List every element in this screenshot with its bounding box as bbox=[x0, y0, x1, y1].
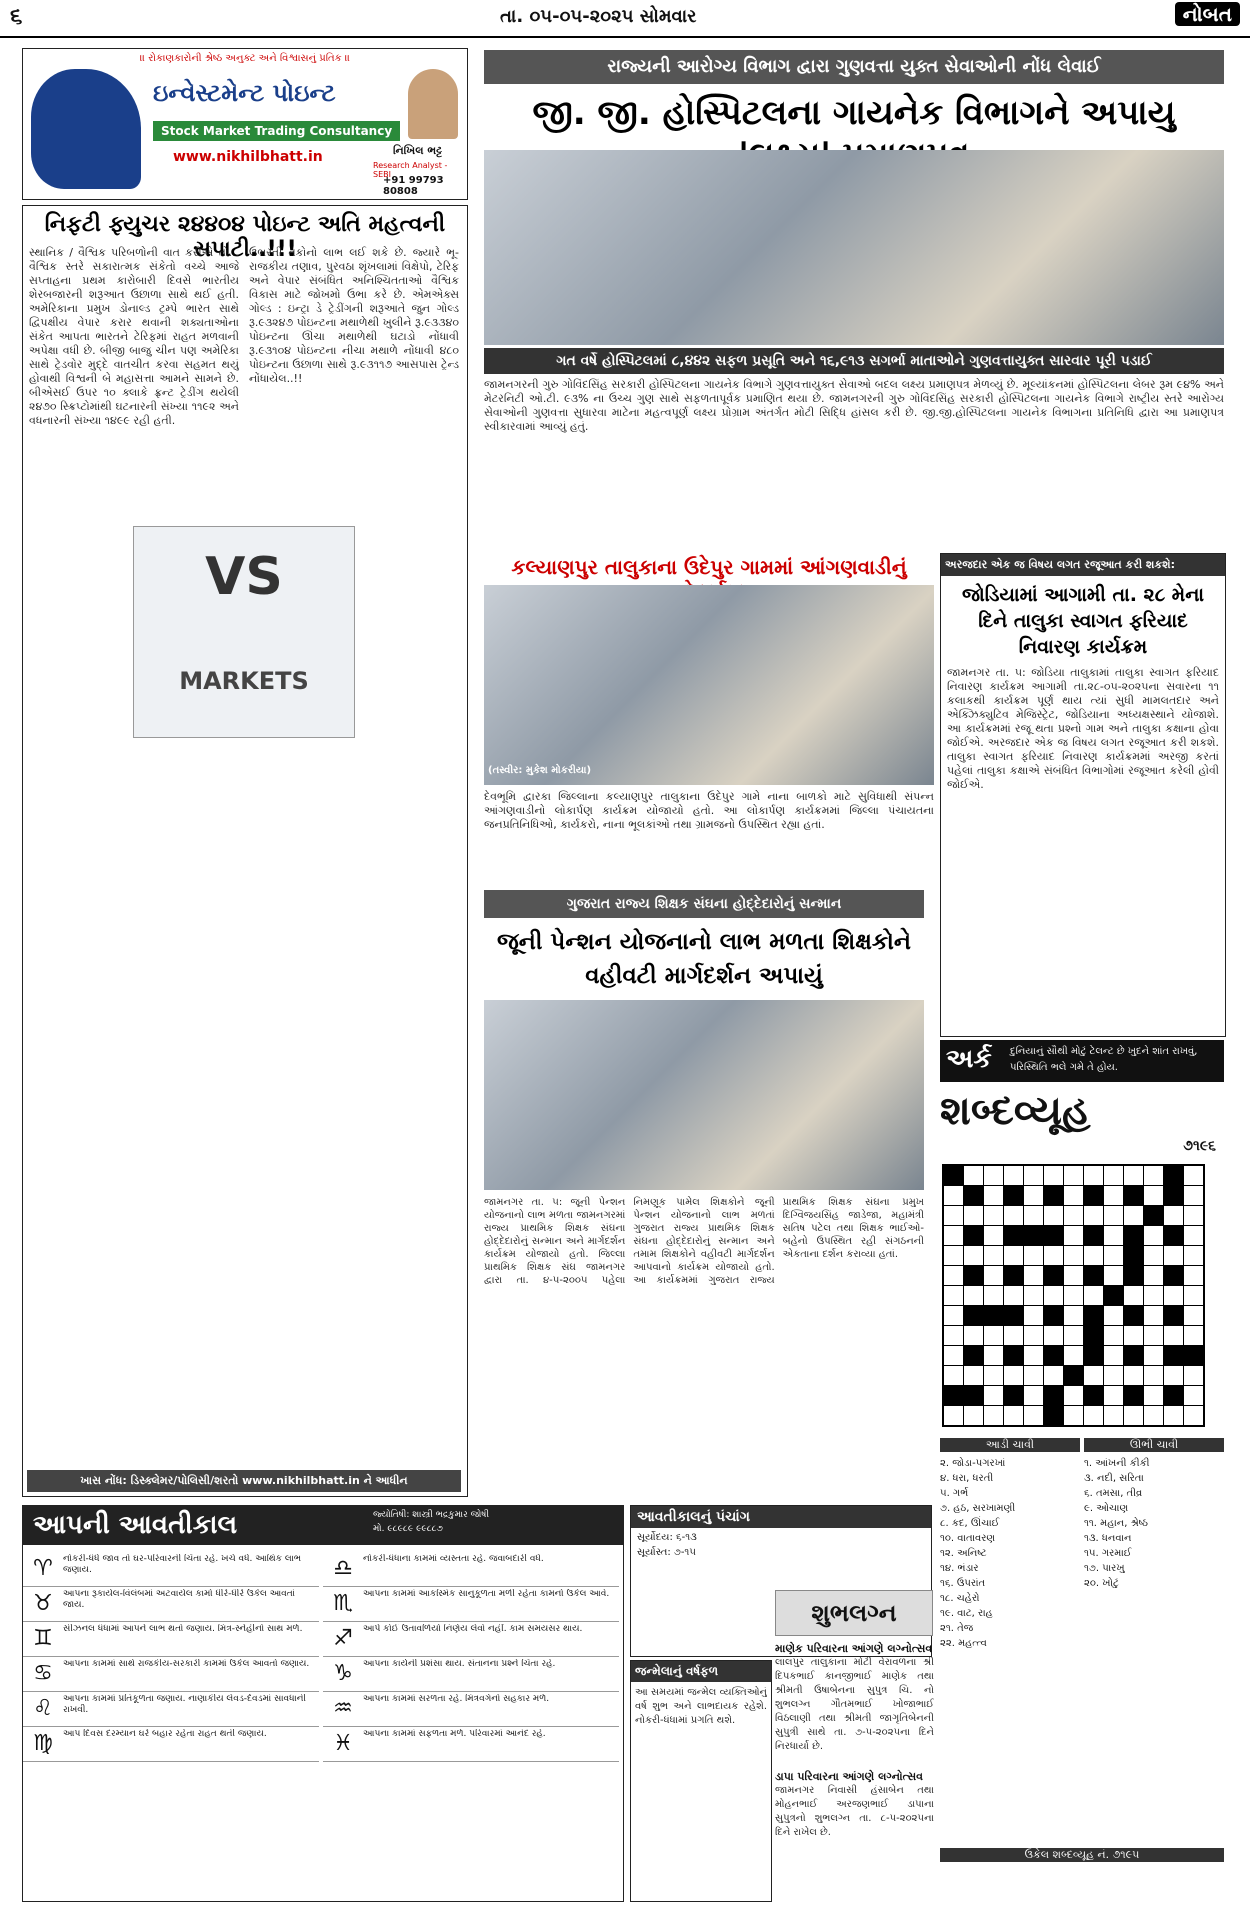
crossword-cell[interactable] bbox=[1004, 1166, 1023, 1185]
crossword-cell[interactable] bbox=[1164, 1166, 1183, 1185]
sign-row: ♓ આપના કામમાં સફળતા મળે. પરિવારમાં આનંદ રહે. bbox=[323, 1727, 619, 1762]
across-label: આડી ચાવી bbox=[940, 1438, 1080, 1452]
crossword-cell[interactable] bbox=[1064, 1326, 1083, 1345]
crossword-cell[interactable] bbox=[984, 1166, 1003, 1185]
crossword-cell[interactable] bbox=[1144, 1386, 1163, 1405]
crossword-cell[interactable] bbox=[1184, 1266, 1203, 1285]
crossword-cell[interactable] bbox=[1004, 1386, 1023, 1405]
crossword-cell[interactable] bbox=[944, 1346, 963, 1365]
page-number: ૬ bbox=[10, 4, 23, 29]
libra-icon: ♎ bbox=[333, 1556, 353, 1581]
crossword-cell[interactable] bbox=[1124, 1266, 1143, 1285]
crossword-cell[interactable] bbox=[1064, 1186, 1083, 1205]
crossword-title: શબ્દવ્યૂહ bbox=[940, 1088, 1091, 1134]
crossword-cell[interactable] bbox=[1044, 1206, 1063, 1225]
crossword-cell[interactable] bbox=[1124, 1186, 1143, 1205]
crossword-cell[interactable] bbox=[1144, 1266, 1163, 1285]
crossword-cell[interactable] bbox=[1084, 1226, 1103, 1245]
gemini-icon: ♊ bbox=[33, 1626, 53, 1651]
crossword-cell[interactable] bbox=[1124, 1166, 1143, 1185]
crossword-cell[interactable] bbox=[1184, 1386, 1203, 1405]
crossword-cell[interactable] bbox=[964, 1246, 983, 1265]
masthead bbox=[0, 0, 1250, 38]
clue-item: ૧૨. અનિષ્ટ bbox=[940, 1548, 987, 1559]
crossword-cell[interactable] bbox=[984, 1186, 1003, 1205]
sign-row: ♒ આપના કામમાં સરળતા રહે. મિત્રવર્ગનો સહકાર મળે. bbox=[323, 1692, 619, 1727]
crossword-cell[interactable] bbox=[1184, 1346, 1203, 1365]
crossword-cell[interactable] bbox=[964, 1306, 983, 1325]
health-headline: જી. જી. હોસ્પિટલના ગાયનેક વિભાગને અપાયુ bbox=[532, 93, 1176, 133]
taurus-icon: ♉ bbox=[33, 1591, 53, 1616]
crossword-cell[interactable] bbox=[1144, 1206, 1163, 1225]
crossword-cell[interactable] bbox=[1044, 1386, 1063, 1405]
crossword-cell[interactable] bbox=[1104, 1386, 1123, 1405]
vs-label: VS bbox=[205, 547, 283, 607]
crossword-cell[interactable] bbox=[1184, 1406, 1203, 1425]
crossword-cell[interactable] bbox=[1124, 1246, 1143, 1265]
health-caption: ગત વર્ષે હોસ્પિટલમાં ૮,૪૪૨ સફળ પ્રસૂતિ અને ૧૬,૯૧૩ સગર્ભા માતાઓને ગુણવત્તાયુક્ત સારવાર પૂરી પડાઈ bbox=[484, 348, 1224, 374]
crossword-cell[interactable] bbox=[1184, 1366, 1203, 1385]
teachers-photo bbox=[484, 1000, 924, 1190]
crossword-cell[interactable] bbox=[1104, 1306, 1123, 1325]
swagat-headline: જોડિયામાં આગામી તા. ૨૮ મેના દિને તાલુકા સ્વાગત ફરિયાદ નિવારણ કાર્યક્રમ bbox=[961, 584, 1205, 658]
ad-url[interactable]: www.nikhilbhatt.in bbox=[173, 149, 323, 165]
crossword-cell[interactable] bbox=[1004, 1366, 1023, 1385]
crossword-cell[interactable] bbox=[944, 1246, 963, 1265]
ad-name: ઇન્વેસ્ટમેન્ટ પોઇન્ટ bbox=[153, 79, 336, 107]
crossword-cell[interactable] bbox=[1084, 1266, 1103, 1285]
sign-row: ♏ આપના કામમાં આકસ્મિક સાનુકૂળતા મળી રહેતા કામનો ઉકેલ આવે. bbox=[323, 1587, 619, 1622]
crossword-cell[interactable] bbox=[1124, 1226, 1143, 1245]
crossword-cell[interactable] bbox=[1104, 1286, 1123, 1305]
issue-date: તા. ૦૫-૦૫-૨૦૨૫ સોમવાર bbox=[500, 6, 697, 27]
capricorn-icon: ♑ bbox=[333, 1661, 353, 1686]
crossword-cell[interactable] bbox=[1184, 1226, 1203, 1245]
down-clues bbox=[1084, 1456, 1224, 1591]
sagittarius-icon: ♐ bbox=[333, 1626, 353, 1651]
health-kicker: રાજ્યની આરોગ્ય વિભાગ દ્વારા ગુણવત્તા યુક્ત સેવાઓની નોંધ લેવાઈ bbox=[484, 50, 1224, 84]
aries-icon: ♈ bbox=[33, 1556, 53, 1581]
crossword-cell[interactable] bbox=[1164, 1206, 1183, 1225]
crossword-number: ૭૧૯૬ bbox=[1183, 1138, 1216, 1154]
crossword-cell[interactable] bbox=[1164, 1326, 1183, 1345]
crossword-cell[interactable] bbox=[1124, 1306, 1143, 1325]
crossword-cell[interactable] bbox=[1044, 1266, 1063, 1285]
crossword-cell[interactable] bbox=[1104, 1246, 1123, 1265]
crossword-cell[interactable] bbox=[1004, 1326, 1023, 1345]
crossword-cell[interactable] bbox=[944, 1166, 963, 1185]
crossword-cell[interactable] bbox=[1164, 1306, 1183, 1325]
markets-label: MARKETS bbox=[179, 667, 309, 695]
market-headline: નિફટી ફ્યુચર ૨૪૪૦૪ પોઇન્ટ અતિ મહત્વની સપાટી..!!! bbox=[44, 212, 446, 262]
clue-item: ૧૮. ચહેરો bbox=[940, 1593, 980, 1604]
crossword-cell[interactable] bbox=[1024, 1366, 1043, 1385]
crossword-cell[interactable] bbox=[1104, 1406, 1123, 1425]
crossword-cell[interactable] bbox=[1084, 1186, 1103, 1205]
wedding-section bbox=[630, 1590, 934, 1900]
crossword-cell[interactable] bbox=[1044, 1346, 1063, 1365]
crossword-cell[interactable] bbox=[1084, 1306, 1103, 1325]
crossword-cell[interactable] bbox=[984, 1326, 1003, 1345]
down-label: ઊભી ચાવી bbox=[1084, 1438, 1224, 1452]
crossword-cell[interactable] bbox=[1024, 1206, 1043, 1225]
crossword-cell[interactable] bbox=[1044, 1166, 1063, 1185]
clue-item: ૧૫. ગરમાઈ bbox=[1084, 1548, 1132, 1559]
crossword-cell[interactable] bbox=[1064, 1346, 1083, 1365]
crossword-cell[interactable] bbox=[1024, 1306, 1043, 1325]
crossword-cell[interactable] bbox=[1044, 1306, 1063, 1325]
crossword-cell[interactable] bbox=[1004, 1286, 1023, 1305]
crossword-cell[interactable] bbox=[1184, 1246, 1203, 1265]
crossword-cell[interactable] bbox=[964, 1166, 983, 1185]
clue-item: ૬. તમસા, તીવ્ર bbox=[1084, 1488, 1143, 1499]
crossword-cell[interactable] bbox=[1104, 1266, 1123, 1285]
birthday-title: જન્મેલાનું વર્ષફળ bbox=[631, 1661, 771, 1682]
crossword-cell[interactable] bbox=[944, 1366, 963, 1385]
wedding-headline-2: ડાપા પરિવારના આંગણે લગ્નોત્સવ bbox=[775, 1770, 923, 1783]
crossword-cell[interactable] bbox=[1144, 1326, 1163, 1345]
ad-person: નિખિલ ભટ્ટ bbox=[393, 144, 443, 157]
vs-markets-graphic bbox=[133, 526, 355, 738]
crossword-grid[interactable] bbox=[942, 1164, 1205, 1427]
crossword-cell[interactable] bbox=[1144, 1406, 1163, 1425]
crossword-cell[interactable] bbox=[1064, 1266, 1083, 1285]
horoscope-section bbox=[22, 1505, 624, 1902]
crossword-cell[interactable] bbox=[1064, 1366, 1083, 1385]
anganwadi-body: દેવભૂમિ દ્વારકા જિલ્લાના કલ્યાણપુર તાલુકાના ઉદેપુર ગામે નાના બાળકો માટે સુવિધાથી સંપન્ન આંગણવાડીનો લોકાર્પણ કાર્યક્રમ યોજાયો હતો. આ લોકાર્પણ કાર્યક્રમમાં જિલ્લા પંચાયતના જનપ્રતિનિધિઓ, કાર્યકરો, નાના ભૂલકાંઓ તથા ગ્રામજનો ઉપસ્થિત રહ્યા હતાં. bbox=[484, 790, 934, 831]
leo-icon: ♌ bbox=[33, 1696, 53, 1721]
crossword-cell[interactable] bbox=[1004, 1186, 1023, 1205]
crossword-cell[interactable] bbox=[1044, 1286, 1063, 1305]
crossword-cell[interactable] bbox=[1144, 1166, 1163, 1185]
crossword-cell[interactable] bbox=[964, 1186, 983, 1205]
crossword-cell[interactable] bbox=[1084, 1406, 1103, 1425]
crossword-cell[interactable] bbox=[984, 1346, 1003, 1365]
crossword-cell[interactable] bbox=[1084, 1246, 1103, 1265]
horoscope-title: આપની આવતીકાલ bbox=[23, 1506, 623, 1545]
signs-right bbox=[323, 1552, 619, 1762]
crossword-cell[interactable] bbox=[944, 1186, 963, 1205]
signs-left bbox=[23, 1552, 319, 1762]
market-body: સ્થાનિક / વૈશ્વિક પરિબળોની વાત કરીએ તો... વૈશ્વિક સ્તરે સકારાત્મક સંકેતો વચ્ચે આજે સપ્તાહના પ્રથમ કારોબારી દિવસે ભારતીય શેરબજારની શરૂઆત ઉછાળા સાથે થઈ હતી. અમેરિકાના પ્રમુખ ડોનાલ્ડ ટ્રમ્પે ભારત સાથે દ્વિપક્ષીય વેપાર કરાર થવાની શક્યતાઓના સંકેત આપતા ભારતને ટેરિફમાં રાહત મળવાની અપેક્ષા વધી છે. બીજી બાજુ ચીન પણ અમેરિકા સાથે ટ્રેડવોર મુદ્દે વાતચીત કરવા સહમત થયું હોવાથી વિશ્વની બે મહાસત્તા આમને સામને છે. બીએસઈ ઉપર ૧૦ ક્લાકે ફ્રન્ટ ટ્રેડીંગ થયેલી ૨૪૭૦ સ્ક્રિપ્ટોમાંથી ઘટનારની સંખ્યા ૧૧૯૨ અને વધનારની સંખ્યા ૧૪૯૯ રહી હતી. bbox=[29, 246, 239, 427]
crossword-cell[interactable] bbox=[984, 1246, 1003, 1265]
ad-phone: +91 99793 80808 bbox=[383, 175, 444, 197]
crossword-cell[interactable] bbox=[1164, 1246, 1183, 1265]
crossword-cell[interactable] bbox=[1184, 1286, 1203, 1305]
crossword-cell[interactable] bbox=[1004, 1266, 1023, 1285]
sign-row: ♍ આપ દિવસ દરમ્યાન ઘરે બહાર રહેતા રાહત થતી જણાય. bbox=[23, 1727, 319, 1762]
disclaimer: ખાસ નોંધ: ડિસ્ક્લેમર/પોલિસી/શરતો www.nikhilbhatt.in ને આધીન bbox=[27, 1470, 461, 1492]
ark-label: અર્ક bbox=[946, 1044, 992, 1074]
wedding-body: લાલપુર તાલુકાના મોટી વેરાવળના શ્રી દિપકભાઈ કાનજીભાઈ માણેક તથા શ્રીમતી ઉષાબેનના સુપુત્ર ચિ. નો શુભલગ્ન ગૌતમભાઈ ખોજાભાઈ વિઠલાણી તથા શ્રીમતી જાગૃતિબેનની સુપુત્રી સાથે તા. ૭-૫-૨૦૨૫ના દિને નિરધાર્યા છે. bbox=[775, 1657, 934, 1752]
crossword-cell[interactable] bbox=[944, 1386, 963, 1405]
crossword-cell[interactable] bbox=[1084, 1346, 1103, 1365]
clue-item: ૧૩. ધનવાન bbox=[1084, 1533, 1132, 1544]
crossword-cell[interactable] bbox=[1004, 1406, 1023, 1425]
crossword-cell[interactable] bbox=[1024, 1326, 1043, 1345]
crossword-cell[interactable] bbox=[1084, 1206, 1103, 1225]
clue-item: ૯. ઓચાણ bbox=[1084, 1503, 1129, 1514]
answers-label: ઉકેલ શબ્દવ્યૂહ નં. ૭૧૯૫ bbox=[940, 1848, 1224, 1862]
swagat-kicker: અરજદાર એક જ વિષય લગત રજૂઆત કરી શકશે: bbox=[941, 554, 1225, 576]
crossword-cell[interactable] bbox=[1064, 1246, 1083, 1265]
wedding-body-2: જામનગર નિવાસી હંસાબેન તથા મોહનભાઈ અરજણભાઈ ડાપાના સુપુત્રનો શુભલગ્ન તા. ૮-૫-૨૦૨૫ના દિને રાખેલ છે. bbox=[775, 1785, 934, 1838]
crossword-cell[interactable] bbox=[1024, 1226, 1043, 1245]
clue-item: ૪. ધરા, ધરતી bbox=[940, 1473, 994, 1484]
crossword-cell[interactable] bbox=[1164, 1386, 1183, 1405]
crossword-cell[interactable] bbox=[1084, 1386, 1103, 1405]
sign-row: ♌ આપના કામમાં પ્રતિકૂળતા જણાય. નાણાકીય લેવડ-દેવડમાં સાવધાની રાખવી. bbox=[23, 1692, 319, 1727]
crossword-cell[interactable] bbox=[1104, 1206, 1123, 1225]
crossword-cell[interactable] bbox=[964, 1406, 983, 1425]
crossword-cell[interactable] bbox=[1064, 1406, 1083, 1425]
crossword-cell[interactable] bbox=[1164, 1186, 1183, 1205]
crossword-cell[interactable] bbox=[1104, 1346, 1123, 1365]
crossword-cell[interactable] bbox=[1044, 1366, 1063, 1385]
crossword-cell[interactable] bbox=[1184, 1206, 1203, 1225]
ad-role: Research Analyst - SEBI bbox=[373, 161, 448, 179]
pisces-icon: ♓ bbox=[333, 1731, 353, 1756]
clue-item: ૧૧. મહાન, શ્રેષ્ઠ bbox=[1084, 1518, 1148, 1529]
crossword-cell[interactable] bbox=[944, 1406, 963, 1425]
clue-item: ૩. નદી, સરિતા bbox=[1084, 1473, 1144, 1484]
crossword-cell[interactable] bbox=[1024, 1386, 1043, 1405]
crossword-cell[interactable] bbox=[984, 1266, 1003, 1285]
crossword-cell[interactable] bbox=[964, 1366, 983, 1385]
scorpio-icon: ♏ bbox=[333, 1591, 353, 1616]
birthday-body: આ સમયમાં જન્મેલ વ્યક્તિઓનું વર્ષ શુભ અને લાભદાયક રહેશે. નોકરી-ધંધામાં પ્રગતિ થશે. bbox=[635, 1687, 767, 1726]
crossword-cell[interactable] bbox=[984, 1306, 1003, 1325]
hospital-photo bbox=[484, 150, 1224, 345]
across-clues bbox=[940, 1456, 1080, 1651]
crossword-cell[interactable] bbox=[964, 1226, 983, 1245]
crossword-cell[interactable] bbox=[1044, 1246, 1063, 1265]
crossword-cell[interactable] bbox=[984, 1406, 1003, 1425]
ark-text: દુનિયાનું સૌથી મોટું ટેલન્ટ છે ખુદને શાંત રાખવું, પરિસ્થિતિ ભલે ગમે તે હોય. bbox=[1010, 1046, 1198, 1073]
crossword-cell[interactable] bbox=[1124, 1386, 1143, 1405]
clue-item: ૨૨. મહત્ત્વ bbox=[940, 1638, 987, 1649]
crossword-cell[interactable] bbox=[1124, 1366, 1143, 1385]
crossword-cell[interactable] bbox=[1164, 1346, 1183, 1365]
crossword-cell[interactable] bbox=[1044, 1406, 1063, 1425]
swagat-article bbox=[940, 553, 1226, 1037]
crossword-cell[interactable] bbox=[1064, 1386, 1083, 1405]
teachers-headline: જૂની પેન્શન યોજનાનો લાભ મળતા શિક્ષકોને વહીવટી માર્ગદર્શન અપાયું bbox=[496, 929, 912, 989]
crossword-cell[interactable] bbox=[1104, 1166, 1123, 1185]
crossword-cell[interactable] bbox=[1144, 1186, 1163, 1205]
crossword-cell[interactable] bbox=[1124, 1206, 1143, 1225]
crossword-cell[interactable] bbox=[1084, 1166, 1103, 1185]
crossword-cell[interactable] bbox=[944, 1306, 963, 1325]
crossword-cell[interactable] bbox=[1104, 1186, 1123, 1205]
crossword-cell[interactable] bbox=[1044, 1186, 1063, 1205]
crossword-cell[interactable] bbox=[1144, 1246, 1163, 1265]
investment-ad bbox=[22, 48, 468, 200]
clue-item: ૧. આંખની કીકી bbox=[1084, 1458, 1150, 1469]
virgo-icon: ♍ bbox=[33, 1731, 53, 1756]
crossword-cell[interactable] bbox=[1084, 1366, 1103, 1385]
brand-logo: નોબત bbox=[1175, 2, 1240, 26]
crossword-cell[interactable] bbox=[1184, 1186, 1203, 1205]
crossword-cell[interactable] bbox=[1144, 1306, 1163, 1325]
clue-item: ૫. ગર્ભ bbox=[940, 1488, 969, 1499]
crossword-cell[interactable] bbox=[1084, 1286, 1103, 1305]
swagat-body: જામનગર તા. ૫: જોડિયા તાલુકામાં તાલુકા સ્વાગત ફરિયાદ નિવારણ કાર્યક્રમ આગામી તા.૨૮-૦૫-૨૦૨૫ના સવારના ૧૧ કલાકથી કાર્યક્રમ પૂર્ણ થાય ત્યાં સુધી મામલતદાર અને એક્ઝિક્યુટિવ મેજિસ્ટ્રેટ, જોડિયાના અધ્યક્ષસ્થાને યોજાશે. આ કાર્યક્રમમાં રજૂ થતા પ્રશ્નો ગામ અને તાલુકા કક્ષાના હોવા જોઈએ. અરજદાર એક જ વિષય લગત રજૂઆત કરી શકશે. તાલુકા સ્વાગત ફરિયાદ નિવારણ કાર્યક્રમમાં અરજી કરતાં પહેલાં તાલુકા કક્ષાએ સંબંધિત વિભાગોમાં રજૂઆત કરેલી હોવી જોઈએ. bbox=[947, 666, 1219, 791]
clue-item: ૧૭. પારખુ bbox=[1084, 1563, 1125, 1574]
crossword-cell[interactable] bbox=[1104, 1366, 1123, 1385]
crossword-cell[interactable] bbox=[984, 1386, 1003, 1405]
sign-row: ♉ આપના રૂકાયેલ-વિલંબમાં અટવાયેલ કામો ધીરે-ધીરે ઉકેલ આવતાં જાય. bbox=[23, 1587, 319, 1622]
crossword-cell[interactable] bbox=[964, 1386, 983, 1405]
astrologer-phone: મો. ૯૮૯૮૯ ૯૯૮૮૭ bbox=[373, 1524, 443, 1534]
crossword-cell[interactable] bbox=[1064, 1206, 1083, 1225]
ad-tagline: ॥ રોકાણકારોની શ્રેષ્ઠ અનુક્ટ અને વિશ્વાસનું પ્રતિક ॥ bbox=[139, 53, 351, 64]
crossword-cell[interactable] bbox=[1164, 1406, 1183, 1425]
crossword-cell[interactable] bbox=[1164, 1226, 1183, 1245]
crossword-cell[interactable] bbox=[1064, 1306, 1083, 1325]
crossword-cell[interactable] bbox=[1164, 1366, 1183, 1385]
avatar bbox=[408, 69, 458, 139]
clue-item: ૧૪. ભંડાર bbox=[940, 1563, 979, 1574]
wedding-headline: માણેક પરિવારના આંગણે લગ્નોત્સવ bbox=[775, 1642, 933, 1655]
crossword-cell[interactable] bbox=[944, 1266, 963, 1285]
crossword-cell[interactable] bbox=[1104, 1226, 1123, 1245]
crossword-cell[interactable] bbox=[1064, 1166, 1083, 1185]
crossword-cell[interactable] bbox=[1084, 1326, 1103, 1345]
crossword-cell[interactable] bbox=[1024, 1246, 1043, 1265]
crossword-cell[interactable] bbox=[964, 1286, 983, 1305]
photo-credit: (તસ્વીર: મુકેશ મોકરીયા) bbox=[488, 765, 592, 776]
crossword-cell[interactable] bbox=[964, 1326, 983, 1345]
crossword-cell[interactable] bbox=[1004, 1306, 1023, 1325]
teachers-body: જામનગર તા. ૫: જૂની પેન્શન યોજનાનો લાભ મળતા જામનગરમાં રાજ્ય પ્રાથમિક શિક્ષક સંઘના હોદ્દેદારોનું સન્માન અને માર્ગદર્શન કાર્યક્રમ યોજાયો હતો. જિલ્લા પ્રાથમિક શિક્ષક સંઘ જામનગર દ્વારા તા. ૪-૫-૨૦૦૫ પહેલા નિમણૂક પામેલ શિક્ષકોને જૂની પેન્શન યોજનાનો લાભ મળતાં ગુજરાત રાજ્ય પ્રાથમિક શિક્ષક સંઘના હોદ્દેદારોનું સન્માન અને તમામ શિક્ષકોને વહીવટી માર્ગદર્શન આપવાનો કાર્યક્રમ યોજાયો હતો. આ કાર્યક્રમમાં ગુજરાત રાજ્ય પ્રાથમિક શિક્ષક સંઘના પ્રમુખ દિગ્વિજયસિંહ જાડેજા, મહામંત્રી સતિષ પટેલ તથા શિક્ષક ભાઈઓ-બહેનો ઉપસ્થિત રહી સંગઠનની એકતાના દર્શન કરાવ્યા હતાં. bbox=[484, 1197, 924, 1286]
crossword-cell[interactable] bbox=[1024, 1166, 1043, 1185]
crossword-cell[interactable] bbox=[1104, 1326, 1123, 1345]
wedding-label: શુભલગ્ન bbox=[775, 1590, 933, 1636]
crossword-cell[interactable] bbox=[1164, 1286, 1183, 1305]
clue-item: ૨૦. ખોટું bbox=[1084, 1578, 1119, 1589]
crossword-cell[interactable] bbox=[1044, 1326, 1063, 1345]
crossword-cell[interactable] bbox=[984, 1206, 1003, 1225]
teachers-kicker: ગુજરાત રાજ્ય શિક્ષક સંઘના હોદ્દેદારોનું સન્માન bbox=[484, 890, 924, 918]
sunrise: સૂર્યોદય: ૬-૧૩ bbox=[637, 1532, 697, 1543]
clue-item: ૨૧. તેજ bbox=[940, 1623, 974, 1634]
crossword-cell[interactable] bbox=[1184, 1326, 1203, 1345]
clue-item: ૮. કદ, ઊંચાઈ bbox=[940, 1518, 1000, 1529]
crossword-cell[interactable] bbox=[1124, 1346, 1143, 1365]
crossword-cell[interactable] bbox=[1124, 1326, 1143, 1345]
bull-logo-icon bbox=[31, 69, 141, 189]
crossword-cell[interactable] bbox=[1144, 1366, 1163, 1385]
clue-item: ૧૬. ઉપરાંત bbox=[940, 1578, 986, 1589]
crossword-cell[interactable] bbox=[964, 1346, 983, 1365]
health-body: જામનગરની ગુરુ ગોવિંદસિંહ સરકારી હોસ્પિટલના ગાયનેક વિભાગે ગુણવત્તાયુક્ત સેવાઓ બદલ લક્ષ્ય પ્રમાણપત્ર મેળવ્યું છે. મૂલ્યાંકનમાં હોસ્પિટલના લેબર રૂમ ૯૪% અને મેટરનિટી ઓ.ટી. ૯૩% ના ઉચ્ચ ગુણ સાથે સફળતાપૂર્વક પ્રમાણિત થયા છે. જામનગરની ગુરુ ગોવિંદસિંહ સરકારી હોસ્પિટલના ગાયનેક વિભાગે રાષ્ટ્રીય સ્તરે આરોગ્ય સેવાઓની ગુણવત્તા સુધારવા માટેના મહત્વપૂર્ણ લક્ષ્ય પ્રોગ્રામ અંતર્ગત મોટી સિદ્ધિ હાંસલ કરી છે. જી.જી.હોસ્પિટલના ગાયનેક વિભાગના પ્રતિનિધિ દ્વારા આ પ્રમાણપત્ર સ્વીકારવામાં આવ્યું હતું. bbox=[484, 378, 1224, 433]
crossword-cell[interactable] bbox=[1044, 1226, 1063, 1245]
crossword-cell[interactable] bbox=[1004, 1246, 1023, 1265]
crossword-cell[interactable] bbox=[944, 1226, 963, 1245]
ark-box bbox=[940, 1040, 1224, 1082]
crossword-cell[interactable] bbox=[944, 1326, 963, 1345]
crossword-cell[interactable] bbox=[1004, 1206, 1023, 1225]
crossword-cell[interactable] bbox=[964, 1266, 983, 1285]
crossword-cell[interactable] bbox=[1024, 1186, 1043, 1205]
ad-subtitle: Stock Market Trading Consultancy bbox=[153, 121, 400, 141]
crossword-cell[interactable] bbox=[1024, 1406, 1043, 1425]
crossword-cell[interactable] bbox=[1064, 1286, 1083, 1305]
astrologer: જ્યોતિષી: શાસ્ત્રી ભદ્રકુમાર જોષી bbox=[373, 1510, 490, 1520]
sign-row: ♐ આપે કોઈ ઉતાવળિયો નિર્ણય લેવો નહીં. કામ સમયસર થાય. bbox=[323, 1622, 619, 1657]
crossword bbox=[940, 1088, 1224, 1898]
crossword-cell[interactable] bbox=[944, 1286, 963, 1305]
anganwadi-photo bbox=[484, 585, 934, 785]
crossword-cell[interactable] bbox=[1024, 1266, 1043, 1285]
cancer-icon: ♋ bbox=[33, 1661, 53, 1686]
market-body-2: ઉભરતી તકોનો લાભ લઈ શકે છે. જ્યારે ભૂ-રાજકીય તણાવ, પુરવઠા શૃંખલામાં વિક્ષેપો, ટેરિફ અને વેપાર સંબંધિત અનિશ્ચિતતાઓ વૈશ્વિક વિકાસ માટે જોખમો ઉભા કરે છે. એમએક્સ ગોલ્ડ : ઇન્ટ્રા ડે ટ્રેડીંગની શરૂઆતે જુન ગોલ્ડ રૂ.૯૩૨૪૭ પોઇન્ટના મથાળેથી ખુલીને રૂ.૯૩૩૪૦ પોઇન્ટના ઊંચા મથાળેથી ઘટાડો નોંધાવી રૂ.૯૩૧૦૪ પોઇન્ટના નીચા મથાળે નોંધાવી ૪૮૦ પોઇન્ટના ઉછાળા સાથે રૂ.૯૩૧૧૭ આસપાસ ટ્રેન્ડ નોંધાયેલ..!! bbox=[249, 246, 459, 385]
crossword-cell[interactable] bbox=[984, 1366, 1003, 1385]
sign-row: ♑ આપના કાર્યની પ્રશંસા થાય. સંતાનના પ્રશ્ને ચિંતા રહે. bbox=[323, 1657, 619, 1692]
crossword-cell[interactable] bbox=[984, 1286, 1003, 1305]
crossword-cell[interactable] bbox=[1024, 1346, 1043, 1365]
market-article bbox=[22, 205, 468, 1497]
anganwadi-headline: કલ્યાણપુર તાલુકાના ઉદેપુર ગામમાં આંગણવાડીનું bbox=[511, 555, 907, 579]
crossword-cell[interactable] bbox=[1184, 1306, 1203, 1325]
crossword-cell[interactable] bbox=[1024, 1286, 1043, 1305]
crossword-cell[interactable] bbox=[1144, 1226, 1163, 1245]
clue-item: ૧૦. વાતાવરણ bbox=[940, 1533, 996, 1544]
crossword-cell[interactable] bbox=[1124, 1286, 1143, 1305]
crossword-cell[interactable] bbox=[1124, 1406, 1143, 1425]
crossword-cell[interactable] bbox=[1144, 1286, 1163, 1305]
sunset: સૂર્યાસ્ત: ૭-૧૫ bbox=[637, 1547, 696, 1558]
crossword-cell[interactable] bbox=[1004, 1346, 1023, 1365]
clue-item: ૨. જોડા-પગરખાં bbox=[940, 1458, 1006, 1469]
crossword-cell[interactable] bbox=[984, 1226, 1003, 1245]
clue-item: ૭. હઠ, સરખામણી bbox=[940, 1503, 1016, 1514]
crossword-cell[interactable] bbox=[1184, 1166, 1203, 1185]
sign-row: ♊ સીઝનલ ધંધામાં આપને લાભ થતો જણાય. મિત્ર-સ્નેહીનો સાથ મળે. bbox=[23, 1622, 319, 1657]
sign-row: ♈ નોકરી-ધંધે જાવ તો ઘર-પરિવારની ચિંતા રહે. ખર્ચ વધે. આર્થિક લાભ જણાય. bbox=[23, 1552, 319, 1587]
crossword-cell[interactable] bbox=[964, 1206, 983, 1225]
panchang-title: આવતીકાલનું પંચાંગ bbox=[631, 1506, 931, 1528]
sign-row: ♎ નોકરી-ધંધાના કામમાં વ્યસ્તતા રહે. જવાબદારી વધે. bbox=[323, 1552, 619, 1587]
clue-item: ૧૯. વાટ, રાહ bbox=[940, 1608, 993, 1619]
crossword-cell[interactable] bbox=[1004, 1226, 1023, 1245]
crossword-cell[interactable] bbox=[1144, 1346, 1163, 1365]
crossword-cell[interactable] bbox=[1064, 1226, 1083, 1245]
crossword-cell[interactable] bbox=[1164, 1266, 1183, 1285]
sign-row: ♋ આપના કામમાં સાથે રાજકીય-સરકારી કામમાં ઉકેલ આવતો જણાય. bbox=[23, 1657, 319, 1692]
aquarius-icon: ♒ bbox=[333, 1696, 353, 1721]
crossword-cell[interactable] bbox=[944, 1206, 963, 1225]
